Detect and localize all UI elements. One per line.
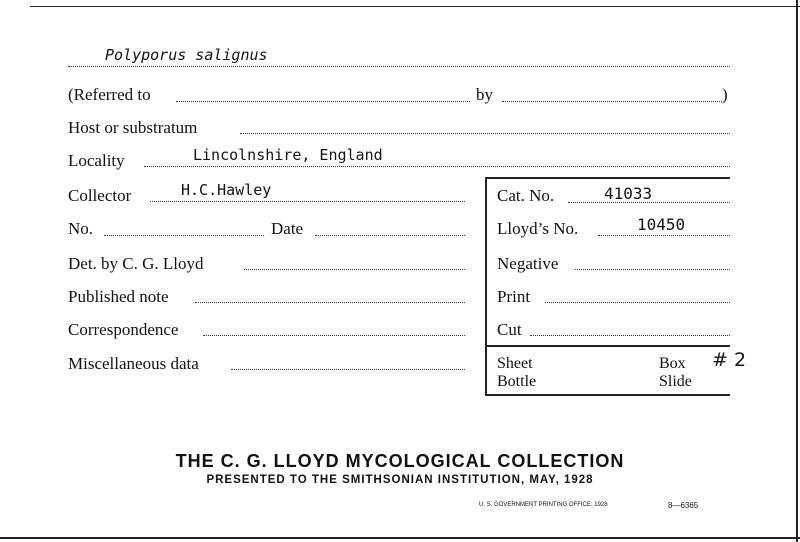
- cut-field: [530, 335, 730, 336]
- catalog-box-top: [485, 177, 730, 179]
- slide-label: Slide: [659, 373, 692, 390]
- storage-box-bottom: [485, 394, 730, 396]
- species-line: [68, 66, 730, 67]
- collector-field: [150, 201, 465, 202]
- cat-no-label: Cat. No.: [497, 186, 555, 205]
- collector-label: Collector: [68, 186, 132, 205]
- lloyds-no-field: [598, 235, 730, 236]
- det-by-field: [244, 269, 465, 270]
- card-bottom-edge: [0, 537, 800, 539]
- locality-value: Lincolnshire, England: [193, 146, 383, 164]
- lloyds-no-label: Lloyd’s No.: [497, 219, 579, 238]
- sheet-label: Sheet: [497, 355, 533, 372]
- no-label: No.: [68, 219, 94, 238]
- form-number: 8—6365: [668, 501, 699, 510]
- species-name: Polyporus salignus: [105, 46, 268, 64]
- misc-data-field: [231, 369, 465, 370]
- printer-imprint: U. S. GOVERNMENT PRINTING OFFICE: 1928: [479, 502, 608, 508]
- negative-field: [575, 269, 730, 270]
- date-label: Date: [271, 219, 304, 238]
- by-field: [502, 101, 722, 102]
- collector-value: H.C.Hawley: [181, 181, 272, 199]
- collection-title: THE C. G. LLOYD MYCOLOGICAL COLLECTION: [175, 451, 625, 471]
- no-field: [104, 235, 264, 236]
- correspondence-field: [203, 335, 465, 336]
- close-paren: ): [722, 85, 728, 104]
- by-label: by: [476, 85, 493, 104]
- print-label: Print: [497, 287, 531, 306]
- negative-label: Negative: [497, 254, 559, 273]
- locality-field: [144, 166, 730, 167]
- published-note-field: [195, 302, 465, 303]
- referred-to-field: [176, 101, 470, 102]
- box-label: Box: [659, 355, 686, 372]
- box-number-handwritten: # 2: [712, 349, 747, 371]
- card-top-edge: [30, 6, 800, 7]
- cat-no-value: 41033: [604, 184, 653, 203]
- cat-no-field: [568, 202, 730, 203]
- det-by-label: Det. by C. G. Lloyd: [68, 254, 204, 273]
- catalog-box-divider: [485, 177, 487, 395]
- referred-to-label: (Referred to: [68, 85, 151, 104]
- misc-data-label: Miscellaneous data: [68, 354, 199, 373]
- host-field: [240, 133, 730, 134]
- published-note-label: Published note: [68, 287, 169, 306]
- host-label: Host or substratum: [68, 118, 198, 137]
- collection-subtitle: PRESENTED TO THE SMITHSONIAN INSTITUTION, MAY, 1928: [206, 474, 594, 486]
- lloyds-no-value: 10450: [637, 215, 686, 234]
- correspondence-label: Correspondence: [68, 320, 179, 339]
- cut-label: Cut: [497, 320, 522, 339]
- date-field: [315, 235, 465, 236]
- print-field: [545, 302, 730, 303]
- locality-label: Locality: [68, 151, 125, 170]
- storage-box-top: [485, 345, 730, 347]
- bottle-label: Bottle: [497, 373, 537, 390]
